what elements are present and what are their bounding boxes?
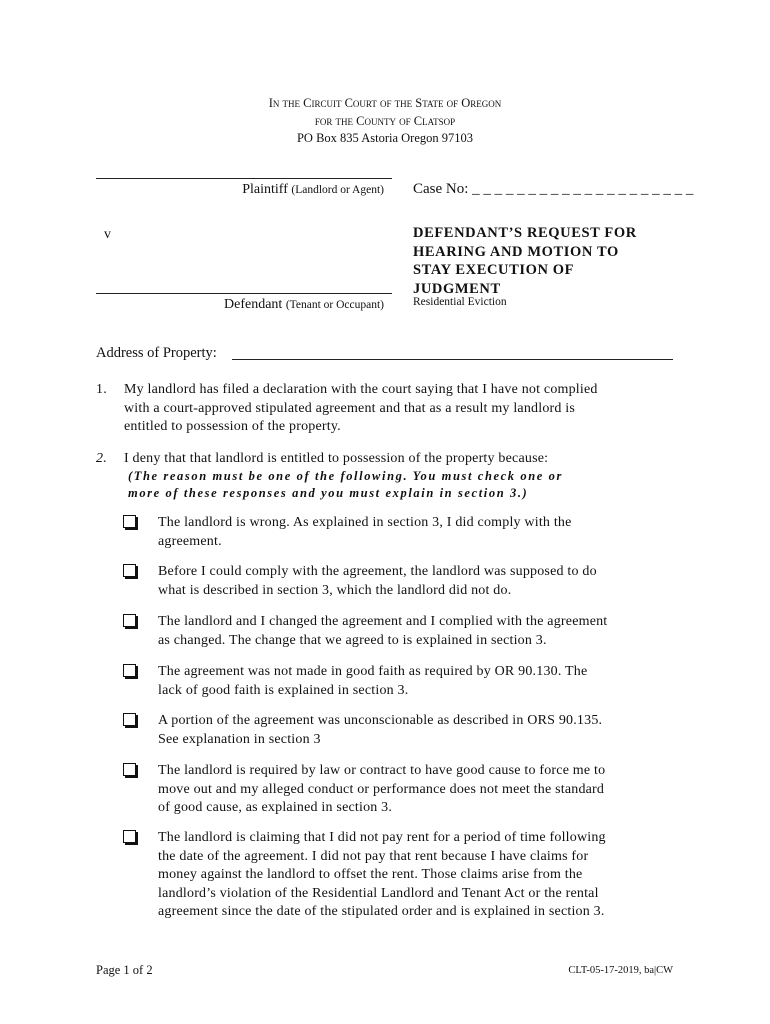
option-line: lack of good faith is explained in section 3.	[158, 682, 409, 698]
title-line: JUDGMENT	[413, 280, 501, 297]
option-line: what is described in section 3, which the landlord did not do.	[158, 582, 512, 598]
address-field[interactable]	[232, 345, 673, 360]
option-2-checkbox[interactable]	[123, 564, 136, 577]
defendant-note: (Tenant or Occupant)	[285, 299, 384, 311]
case-number	[413, 181, 693, 198]
option-1-text	[158, 514, 698, 551]
option-6-checkbox[interactable]	[123, 763, 136, 776]
court-name: In the Circuit Court of the State of Oregon	[268, 96, 502, 110]
option-line: The landlord is wrong. As explained in section 3, I did comply with the	[158, 515, 572, 530]
section-1-text	[124, 381, 684, 437]
option-line: move out and my alleged conduct or performance does not meet the standard	[158, 781, 605, 797]
option-line: agreement.	[158, 533, 222, 549]
title-line: HEARING AND MOTION TO	[413, 243, 619, 260]
option-line: landlord’s violation of the Residential Landlord and Tenant Act or the rental	[158, 885, 599, 901]
case-no-field[interactable]: _ _ _ _ _ _ _ _ _ _ _ _ _ _ _ _ _ _ _ _	[472, 181, 694, 197]
option-line: The landlord and I changed the agreement and I complied with the agreement	[158, 614, 608, 629]
section-1-line: with a court-approved stipulated agreement and that as a result my landlord is	[124, 400, 576, 416]
option-line: of good cause, as explained in section 3.	[158, 800, 393, 815]
section-2-intro: I deny that that landlord is entitled to possession of the property because:	[124, 451, 549, 466]
section-1-number: 1.	[96, 382, 107, 397]
option-7-checkbox[interactable]	[123, 830, 136, 843]
title-line: STAY EXECUTION OF	[413, 262, 575, 278]
section-1-line: entitled to possession of the property.	[124, 419, 341, 434]
option-1-checkbox[interactable]	[123, 515, 136, 528]
document-title	[413, 224, 693, 298]
option-line: A portion of the agreement was unconscionable as described in ORS 90.135.	[158, 713, 603, 728]
option-line: The agreement was not made in good faith as required by OR 90.130. The	[158, 664, 588, 679]
versus: v	[104, 227, 111, 242]
plaintiff-note: (Landlord or Agent)	[291, 184, 384, 196]
title-line: DEFENDANT’S REQUEST FOR	[413, 225, 637, 241]
option-line: money against the landlord to offset the rent. Those claims arise from the	[158, 867, 583, 882]
option-6-text	[158, 762, 698, 818]
option-7-text	[158, 829, 698, 922]
defendant-caption	[96, 297, 384, 313]
option-3-checkbox[interactable]	[123, 614, 136, 627]
option-2-text	[158, 563, 698, 600]
defendant-label: Defendant	[224, 297, 283, 312]
option-4-text	[158, 663, 698, 700]
instruction-line: (The reason must be one of the following. You must check one or	[128, 469, 563, 483]
defendant-line	[96, 293, 392, 294]
document-subtitle: Residential Eviction	[413, 296, 507, 308]
option-line: the date of the agreement. I did not pay that rent because I have claims for	[158, 848, 589, 864]
option-line: See explanation in section 3	[158, 731, 321, 747]
address-label: Address of Property:	[96, 345, 217, 361]
option-4-checkbox[interactable]	[123, 664, 136, 677]
plaintiff-line	[96, 178, 392, 179]
option-line: Before I could comply with the agreement, the landlord was supposed to do	[158, 564, 597, 579]
option-line: agreement since the date of the stipulated order and is explained in section 3.	[158, 904, 605, 919]
page-number: Page 1 of 2	[96, 963, 153, 977]
case-no-label: Case No:	[413, 181, 469, 197]
plaintiff-caption	[96, 182, 384, 198]
section-1-line: My landlord has filed a declaration with the court saying that I have not complied	[124, 382, 598, 397]
section-2-number: 2.	[96, 451, 107, 466]
instruction-line: more of these responses and you must explain in section 3.)	[128, 486, 529, 500]
option-line: The landlord is required by law or contract to have good cause to force me to	[158, 763, 606, 778]
option-3-text	[158, 613, 698, 650]
form-id: CLT-05-17-2019, ba|CW	[568, 965, 673, 976]
option-line: as changed. The change that we agreed to is explained in section 3.	[158, 632, 547, 648]
option-5-checkbox[interactable]	[123, 713, 136, 726]
court-address: PO Box 835 Astoria Oregon 97103	[296, 131, 474, 145]
plaintiff-label: Plaintiff	[242, 182, 288, 197]
section-2-instructions	[128, 468, 688, 502]
option-5-text	[158, 712, 698, 749]
option-line: The landlord is claiming that I did not pay rent for a period of time following	[158, 830, 606, 845]
county-name: for the County of Clatsop	[314, 114, 456, 128]
